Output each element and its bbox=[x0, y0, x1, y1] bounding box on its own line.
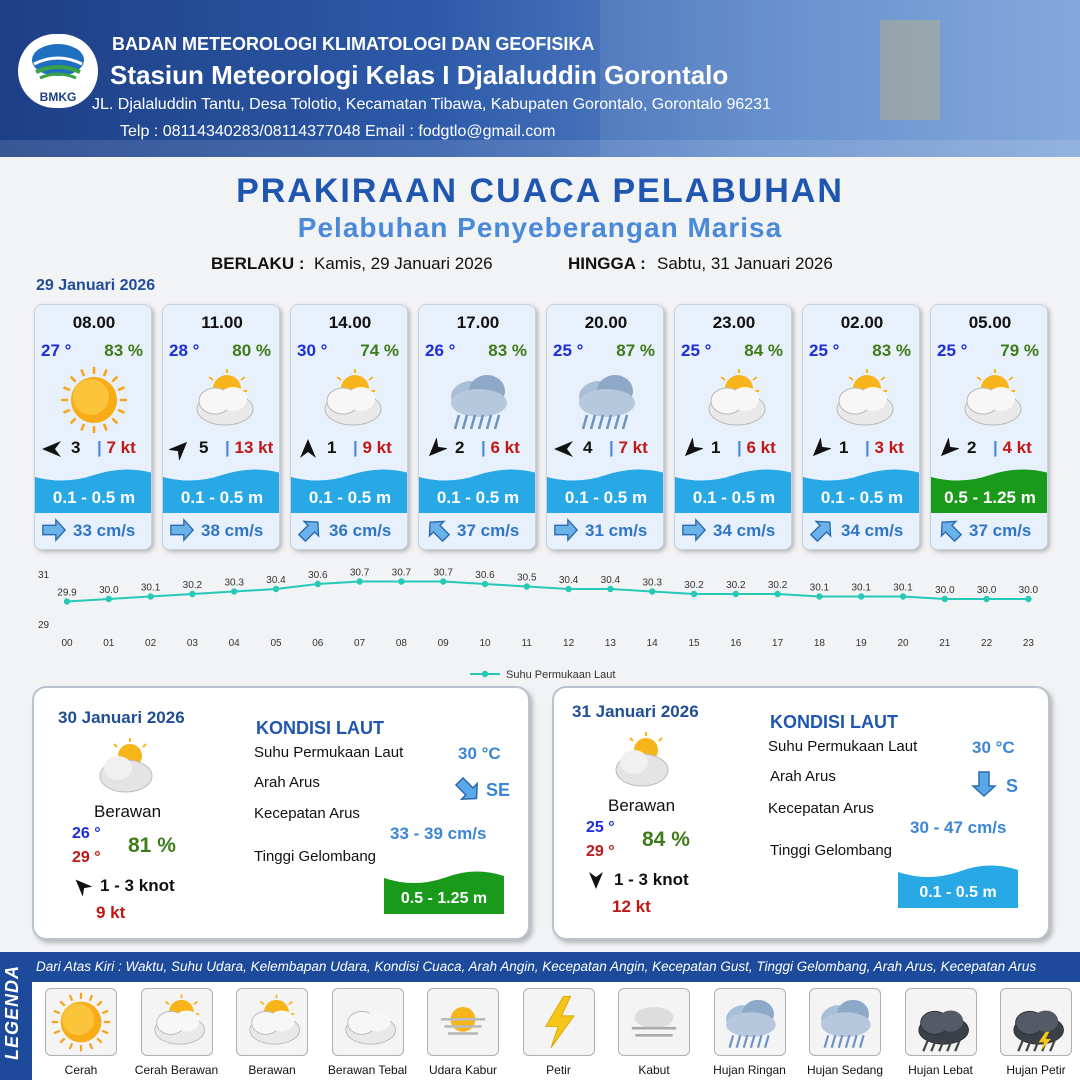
x-tick-label: 20 bbox=[897, 638, 909, 649]
forecast-temp: 26 ° bbox=[425, 341, 456, 360]
data-point bbox=[649, 588, 655, 594]
current-direction-icon bbox=[169, 517, 195, 543]
forecast-wind-speed: 1 bbox=[327, 438, 337, 457]
data-point bbox=[440, 578, 446, 584]
day3-current-dir: S bbox=[1006, 776, 1019, 796]
legend-label: Suhu Permukaan Laut bbox=[506, 669, 616, 681]
series-line bbox=[67, 582, 1028, 602]
current-row bbox=[163, 517, 280, 543]
forecast-wind-speed: 2 bbox=[455, 438, 465, 457]
x-tick-label: 18 bbox=[813, 638, 825, 649]
forecast-gust-value: 9 kt bbox=[362, 438, 392, 457]
day2-current-speed-label: Kecepatan Arus bbox=[254, 805, 360, 822]
wind-direction-icon bbox=[41, 438, 63, 460]
data-label: 30.6 bbox=[475, 570, 495, 581]
data-point bbox=[315, 581, 321, 587]
forecast-card bbox=[162, 304, 280, 550]
wind-row bbox=[931, 435, 1048, 461]
current-direction-icon bbox=[937, 517, 963, 543]
forecast-current-speed: 36 cm/s bbox=[329, 521, 392, 540]
forecast-gust-value: 7 kt bbox=[618, 438, 648, 457]
forecast-gust-value: 7 kt bbox=[106, 438, 136, 457]
forecast-humidity: 87 % bbox=[616, 341, 655, 360]
forecast-humidity: 83 % bbox=[488, 341, 527, 360]
forecast-wave-height: 0.1 - 0.5 m bbox=[564, 488, 648, 507]
data-point bbox=[816, 593, 822, 599]
forecast-gust: | 6 kt bbox=[481, 438, 520, 457]
data-label: 30.1 bbox=[851, 582, 871, 594]
forecast-humidity: 83 % bbox=[872, 341, 911, 360]
data-point bbox=[774, 591, 780, 597]
day3-sea-title: KONDISI LAUT bbox=[770, 712, 898, 732]
current-direction-icon bbox=[970, 770, 998, 798]
data-label: 30.2 bbox=[767, 580, 788, 591]
day2-current-dir: SE bbox=[486, 780, 511, 800]
x-tick-label: 10 bbox=[479, 638, 491, 649]
day3-current-dir-label: Arah Arus bbox=[770, 768, 836, 785]
forecast-temp: 27 ° bbox=[41, 341, 72, 360]
data-point bbox=[607, 586, 613, 592]
wind-direction-icon bbox=[586, 870, 606, 890]
day2-sea-title: KONDISI LAUT bbox=[256, 718, 384, 738]
forecast-card bbox=[546, 304, 664, 550]
forecast-gust: | 9 kt bbox=[353, 438, 392, 457]
forecast-time: 08.00 bbox=[72, 313, 116, 332]
overcast-icon bbox=[332, 988, 404, 1056]
data-label: 30.4 bbox=[266, 575, 286, 586]
legend-item-label: Cerah Berawan bbox=[134, 1063, 219, 1077]
data-label: 30.2 bbox=[726, 580, 746, 591]
day2-temp-max: 29 ° bbox=[72, 849, 101, 866]
sun-icon bbox=[59, 367, 129, 433]
legend-item-label: Hujan Sedang bbox=[806, 1063, 884, 1077]
forecast-wind-speed: 4 bbox=[583, 438, 593, 457]
x-tick-label: 08 bbox=[395, 638, 407, 649]
day2-temp-min: 26 ° bbox=[72, 825, 101, 842]
forecast-humidity: 80 % bbox=[232, 341, 271, 360]
forecast-humidity: 83 % bbox=[104, 341, 143, 360]
data-point bbox=[942, 596, 948, 602]
data-point bbox=[482, 581, 488, 587]
legend-title: LEGENDA bbox=[2, 964, 22, 1060]
forecast-card bbox=[802, 304, 920, 550]
day2-wind-speed: 1 - 3 knot bbox=[100, 876, 175, 895]
valid-from-label: BERLAKU : bbox=[211, 254, 305, 273]
current-row bbox=[547, 517, 664, 543]
data-label: 30.0 bbox=[976, 585, 997, 596]
data-label: 30.1 bbox=[893, 582, 913, 594]
current-direction-icon bbox=[553, 517, 579, 543]
forecast-card bbox=[674, 304, 792, 550]
forecast-gust: | 6 kt bbox=[737, 438, 776, 457]
wind-direction-icon bbox=[425, 438, 447, 460]
forecast-humidity: 84 % bbox=[744, 341, 783, 360]
sunny-cloudy-icon bbox=[141, 988, 213, 1056]
data-point bbox=[900, 593, 906, 599]
forecast-temp: 25 ° bbox=[809, 341, 840, 360]
current-direction-icon bbox=[425, 517, 451, 543]
day3-condition: Berawan bbox=[608, 796, 676, 815]
legend-item-label: Hujan Ringan bbox=[713, 1063, 786, 1077]
x-tick-label: 06 bbox=[312, 638, 324, 649]
x-tick-label: 19 bbox=[855, 638, 867, 649]
data-point bbox=[524, 583, 530, 589]
forecast-temp: 30 ° bbox=[297, 341, 328, 360]
day3-current-speed: 30 - 47 cm/s bbox=[910, 818, 1007, 837]
current-direction-icon bbox=[809, 517, 835, 543]
forecast-current-speed: 37 cm/s bbox=[969, 521, 1032, 540]
station-contact: Telp : 08114340283/08114377048 Email : fodgtlo@gmail.com bbox=[120, 123, 556, 140]
data-label: 30.5 bbox=[517, 572, 537, 584]
data-label: 29.9 bbox=[57, 587, 77, 599]
forecast-current-speed: 33 cm/s bbox=[73, 521, 136, 540]
wind-row bbox=[547, 435, 664, 461]
valid-to-value: Sabtu, 31 Januari 2026 bbox=[657, 254, 833, 273]
cloudy-icon bbox=[315, 367, 385, 433]
forecast-wave-height: 0.1 - 0.5 m bbox=[180, 488, 264, 507]
wind-direction-icon bbox=[72, 876, 92, 896]
sun-icon bbox=[45, 988, 117, 1056]
forecast-gust: | 7 kt bbox=[609, 438, 648, 457]
x-tick-label: 02 bbox=[145, 638, 157, 649]
page-subtitle: Pelabuhan Penyeberangan Marisa bbox=[297, 212, 783, 243]
x-tick-label: 13 bbox=[604, 638, 616, 649]
forecast-current-speed: 37 cm/s bbox=[457, 521, 520, 540]
day3-gust: 12 kt bbox=[612, 897, 651, 916]
forecast-time: 02.00 bbox=[840, 313, 884, 332]
x-tick-label: 11 bbox=[521, 638, 532, 649]
data-label: 30.1 bbox=[809, 582, 830, 594]
data-label: 30.4 bbox=[558, 575, 579, 586]
day2-current-speed: 33 - 39 cm/s bbox=[390, 824, 487, 843]
legend-item-label: Berawan Tebal bbox=[327, 1063, 408, 1077]
current-row bbox=[931, 517, 1048, 543]
cloudy-icon bbox=[92, 738, 162, 798]
legend-item-label: Hujan Lebat bbox=[908, 1063, 973, 1077]
forecast-wind-speed: 1 bbox=[839, 438, 849, 457]
data-point bbox=[691, 591, 697, 597]
day1-date: 29 Januari 2026 bbox=[36, 277, 156, 294]
forecast-wind-speed: 1 bbox=[711, 438, 721, 457]
wind-direction-icon bbox=[297, 438, 319, 460]
logo-text: BMKG bbox=[39, 90, 77, 104]
forecast-wave-height: 0.1 - 0.5 m bbox=[820, 488, 904, 507]
y-tick-label: 31 bbox=[38, 570, 50, 581]
forecast-time: 11.00 bbox=[201, 313, 243, 332]
x-tick-label: 03 bbox=[186, 638, 198, 649]
legend-item-label: Kabut bbox=[638, 1063, 670, 1077]
cloudy-icon bbox=[236, 988, 308, 1056]
day3-date: 31 Januari 2026 bbox=[572, 702, 699, 721]
wind-row bbox=[675, 435, 792, 461]
x-tick-label: 05 bbox=[270, 638, 282, 649]
light-rain-icon bbox=[571, 367, 641, 433]
forecast-time: 20.00 bbox=[584, 313, 628, 332]
forecast-gust: | 4 kt bbox=[993, 438, 1032, 457]
legend-item-label: Cerah bbox=[64, 1063, 98, 1077]
wind-row bbox=[803, 435, 920, 461]
forecast-humidity: 79 % bbox=[1000, 341, 1039, 360]
forecast-wind-speed: 2 bbox=[967, 438, 977, 457]
day2-sst-value: 30 °C bbox=[458, 744, 501, 763]
data-point bbox=[231, 588, 237, 594]
forecast-time: 05.00 bbox=[968, 313, 1012, 332]
data-label: 30.1 bbox=[140, 582, 161, 594]
day3-current-speed-label: Kecepatan Arus bbox=[768, 800, 874, 817]
x-tick-label: 09 bbox=[437, 638, 449, 649]
moderate-rain-icon bbox=[809, 988, 881, 1056]
day3-temp-min: 25 ° bbox=[586, 819, 615, 836]
wind-direction-icon bbox=[169, 438, 191, 460]
thunderstorm-icon bbox=[1000, 988, 1072, 1056]
data-point bbox=[733, 591, 739, 597]
x-tick-label: 22 bbox=[981, 638, 993, 649]
day3-wave-value: 0.1 - 0.5 m bbox=[919, 884, 997, 901]
forecast-gust: | 3 kt bbox=[865, 438, 904, 457]
day2-gust: 9 kt bbox=[96, 903, 126, 922]
x-tick-label: 15 bbox=[688, 638, 700, 649]
forecast-gust-value: 6 kt bbox=[746, 438, 776, 457]
data-point bbox=[398, 578, 404, 584]
forecast-wave-height: 0.1 - 0.5 m bbox=[52, 488, 136, 507]
forecast-temp: 25 ° bbox=[553, 341, 584, 360]
current-row bbox=[291, 517, 408, 543]
forecast-card bbox=[418, 304, 536, 550]
legend-item-label: Petir bbox=[546, 1063, 571, 1077]
current-row bbox=[419, 517, 536, 543]
x-tick-label: 12 bbox=[563, 638, 575, 649]
x-tick-label: 04 bbox=[228, 638, 240, 649]
sst-chart bbox=[30, 562, 1050, 687]
day2-wave-label: Tinggi Gelombang bbox=[254, 848, 377, 865]
current-direction-icon bbox=[297, 517, 323, 543]
forecast-current-speed: 31 cm/s bbox=[585, 521, 648, 540]
data-label: 30.2 bbox=[182, 580, 203, 591]
forecast-wind-speed: 3 bbox=[71, 438, 81, 457]
data-label: 30.0 bbox=[99, 585, 119, 596]
haze-icon bbox=[427, 988, 499, 1056]
x-tick-label: 17 bbox=[772, 638, 784, 649]
forecast-time: 23.00 bbox=[712, 313, 756, 332]
forecast-card bbox=[930, 304, 1048, 550]
day2-date: 30 Januari 2026 bbox=[58, 708, 185, 727]
forecast-card bbox=[34, 304, 152, 550]
data-label: 30.4 bbox=[600, 575, 621, 586]
data-point bbox=[147, 593, 153, 599]
legend-description: Dari Atas Kiri : Waktu, Suhu Udara, Kelembapan Udara, Kondisi Cuaca, Arah Angin, Kecepatan Angin, Kecepatan Gust, Tinggi Gelombang, Arah Arus, Kecepatan Arus bbox=[36, 959, 1037, 974]
forecast-time: 14.00 bbox=[328, 313, 372, 332]
forecast-wave-height: 0.1 - 0.5 m bbox=[436, 488, 520, 507]
forecast-wave-height: 0.1 - 0.5 m bbox=[692, 488, 776, 507]
day3-sst-label: Suhu Permukaan Laut bbox=[768, 738, 918, 755]
forecast-current-speed: 38 cm/s bbox=[201, 521, 264, 540]
heavy-rain-icon bbox=[905, 988, 977, 1056]
x-tick-label: 14 bbox=[646, 638, 658, 649]
legend-item-label: Hujan Petir bbox=[1006, 1063, 1066, 1077]
data-point bbox=[1025, 596, 1031, 602]
forecast-gust-value: 6 kt bbox=[490, 438, 520, 457]
valid-to-label: HINGGA : bbox=[568, 254, 646, 273]
forecast-time: 17.00 bbox=[456, 313, 500, 332]
forecast-wind-speed: 5 bbox=[199, 438, 209, 457]
fog-icon bbox=[618, 988, 690, 1056]
light-rain-icon bbox=[714, 988, 786, 1056]
forecast-wave-height: 0.1 - 0.5 m bbox=[308, 488, 392, 507]
wind-row bbox=[163, 435, 280, 461]
day3-sst-value: 30 °C bbox=[972, 738, 1015, 757]
data-point bbox=[983, 596, 989, 602]
data-label: 30.6 bbox=[308, 570, 328, 581]
x-tick-label: 21 bbox=[939, 638, 951, 649]
cloudy-icon bbox=[827, 367, 897, 433]
forecast-card bbox=[290, 304, 408, 550]
data-label: 30.7 bbox=[349, 567, 370, 579]
day2-wave-value: 0.5 - 1.25 m bbox=[400, 890, 488, 907]
lightning-icon bbox=[523, 988, 595, 1056]
forecast-temp: 28 ° bbox=[169, 341, 200, 360]
current-row bbox=[35, 517, 152, 543]
forecast-current-speed: 34 cm/s bbox=[841, 521, 904, 540]
valid-from-value: Kamis, 29 Januari 2026 bbox=[314, 254, 493, 273]
data-label: 30.0 bbox=[935, 585, 955, 596]
data-point bbox=[565, 586, 571, 592]
day3-wave-label: Tinggi Gelombang bbox=[770, 842, 893, 859]
current-direction-icon bbox=[681, 517, 707, 543]
forecast-gust: | 7 kt bbox=[97, 438, 136, 457]
data-label: 30.7 bbox=[433, 567, 453, 579]
current-row bbox=[803, 517, 920, 543]
x-tick-label: 16 bbox=[730, 638, 742, 649]
day3-wave-graphic bbox=[898, 860, 1018, 908]
data-point bbox=[356, 578, 362, 584]
station-address: JL. Djalaluddin Tantu, Desa Tolotio, Kecamatan Tibawa, Kabupaten Gorontalo, Gorontalo 96231 bbox=[92, 96, 771, 113]
x-tick-label: 23 bbox=[1022, 638, 1034, 649]
cloudy-icon bbox=[608, 732, 678, 792]
wind-row bbox=[35, 435, 152, 461]
data-point bbox=[106, 596, 112, 602]
data-label: 30.3 bbox=[642, 577, 662, 589]
legend-marker bbox=[482, 671, 488, 677]
forecast-humidity: 74 % bbox=[360, 341, 399, 360]
data-point bbox=[189, 591, 195, 597]
bmkg-logo bbox=[18, 34, 98, 108]
data-label: 30.2 bbox=[684, 580, 704, 591]
current-direction-icon bbox=[454, 776, 482, 804]
wind-direction-icon bbox=[553, 438, 575, 460]
day2-current-dir-label: Arah Arus bbox=[254, 774, 320, 791]
legend-item-label: Berawan bbox=[248, 1063, 296, 1077]
day2-condition: Berawan bbox=[94, 802, 162, 821]
day3-humidity: 84 % bbox=[642, 828, 690, 851]
day3-panel bbox=[552, 686, 1050, 940]
day2-wave-graphic bbox=[384, 866, 504, 914]
wind-direction-icon bbox=[681, 438, 703, 460]
x-tick-label: 00 bbox=[61, 638, 73, 649]
partly-cloudy-icon bbox=[187, 367, 257, 433]
data-label: 30.0 bbox=[1018, 585, 1039, 596]
legend-item-label: Udara Kabur bbox=[428, 1063, 498, 1077]
data-label: 30.3 bbox=[224, 577, 244, 589]
x-tick-label: 01 bbox=[103, 638, 115, 649]
x-tick-label: 07 bbox=[354, 638, 366, 649]
wind-row bbox=[419, 435, 536, 461]
day2-sst-label: Suhu Permukaan Laut bbox=[254, 744, 404, 761]
day2-panel bbox=[32, 686, 530, 940]
data-point bbox=[273, 586, 279, 592]
forecast-temp: 25 ° bbox=[937, 341, 968, 360]
data-point bbox=[64, 598, 70, 604]
page-title: PRAKIRAAN CUACA PELABUHAN bbox=[236, 172, 844, 210]
data-label: 30.7 bbox=[391, 567, 412, 579]
cloudy-icon bbox=[699, 367, 769, 433]
current-row bbox=[675, 517, 792, 543]
wind-direction-icon bbox=[937, 438, 959, 460]
agency-name: BADAN METEOROLOGI KLIMATOLOGI DAN GEOFISIKA bbox=[112, 34, 595, 54]
forecast-gust-value: 13 kt bbox=[234, 438, 274, 457]
day3-wind-speed: 1 - 3 knot bbox=[614, 870, 689, 889]
wind-row bbox=[291, 435, 408, 461]
forecast-current-speed: 34 cm/s bbox=[713, 521, 776, 540]
forecast-gust: | 13 kt bbox=[225, 438, 274, 457]
light-rain-icon bbox=[443, 367, 513, 433]
cloudy-icon bbox=[955, 367, 1025, 433]
forecast-gust-value: 3 kt bbox=[874, 438, 904, 457]
y-tick-label: 29 bbox=[38, 620, 50, 631]
station-name: Stasiun Meteorologi Kelas I Djalaluddin Gorontalo bbox=[110, 60, 729, 90]
current-direction-icon bbox=[41, 517, 67, 543]
forecast-temp: 25 ° bbox=[681, 341, 712, 360]
forecast-wave-height: 0.5 - 1.25 m bbox=[944, 488, 1036, 507]
day3-temp-max: 29 ° bbox=[586, 843, 615, 860]
data-point bbox=[858, 593, 864, 599]
day2-humidity: 81 % bbox=[128, 834, 176, 857]
forecast-gust-value: 4 kt bbox=[1002, 438, 1032, 457]
wind-direction-icon bbox=[809, 438, 831, 460]
